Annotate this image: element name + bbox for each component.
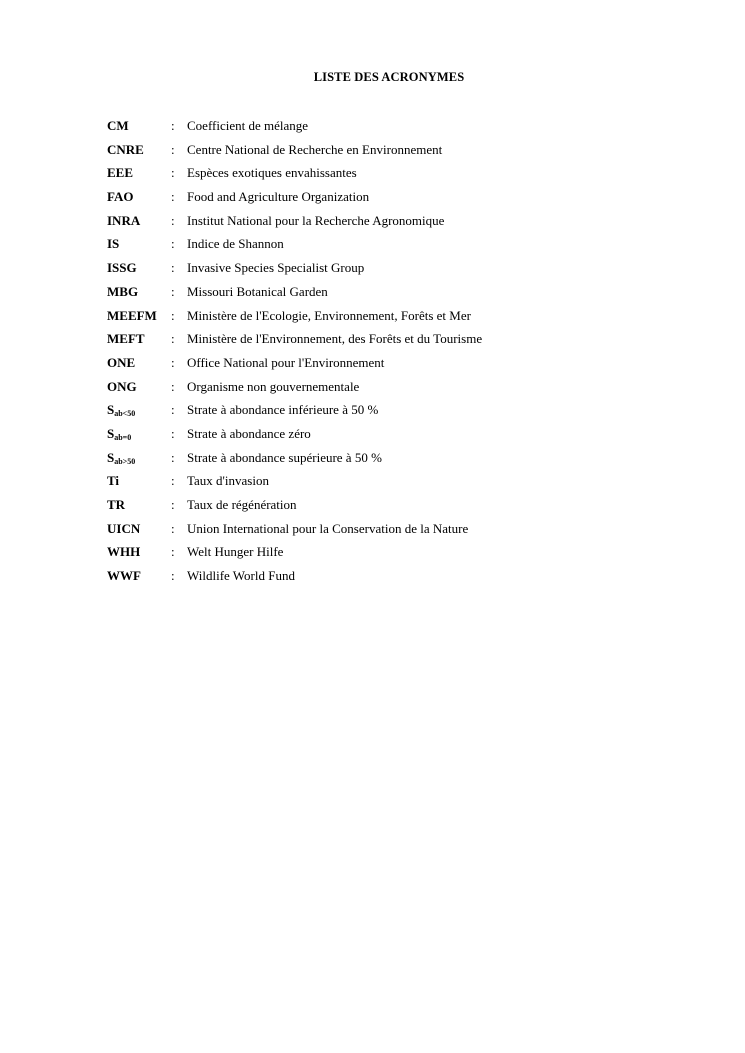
acronym-abbreviation	[107, 496, 125, 514]
acronym-row	[107, 401, 667, 425]
acronym-definition: Ministère de l'Ecologie, Environnement, Forêts et Mer	[187, 307, 471, 323]
page-title: LISTE DES ACRONYMES	[313, 70, 465, 84]
acronym-abbreviation	[107, 235, 119, 253]
acronym-separator: :	[171, 283, 175, 299]
acronym-abbreviation-main: MBG	[107, 283, 139, 299]
acronym-abbreviation-main: S	[107, 425, 115, 441]
acronym-row	[107, 141, 667, 165]
acronym-abbreviation-main: UICN	[107, 520, 141, 536]
acronym-definition: Centre National de Recherche en Environnement	[187, 141, 443, 157]
acronym-definition: Coefficient de mélange	[187, 118, 309, 133]
acronym-definition: Strate à abondance supérieure à 50 %	[187, 449, 382, 465]
acronym-definition: Ministère de l'Environnement, des Forêts et du Tourisme	[187, 331, 483, 347]
acronym-abbreviation-main: TR	[107, 497, 126, 512]
acronym-abbreviation-main: EEE	[107, 165, 134, 181]
acronym-row	[107, 212, 667, 236]
acronym-row	[107, 283, 667, 307]
acronym-abbreviation-subscript: ab=0	[114, 432, 132, 442]
acronym-separator: :	[171, 544, 175, 560]
acronym-definition: Missouri Botanical Garden	[187, 283, 328, 299]
acronym-separator: :	[171, 378, 175, 394]
acronym-abbreviation	[107, 567, 141, 585]
acronym-separator: :	[171, 141, 175, 157]
acronym-separator: :	[171, 497, 175, 512]
acronym-row	[107, 567, 667, 591]
acronym-definition: Union International pour la Conservation de la Nature	[187, 520, 469, 536]
acronym-separator: :	[171, 449, 175, 465]
acronym-abbreviation-subscript: ab>50	[114, 456, 136, 466]
acronym-abbreviation	[107, 259, 137, 277]
acronym-row	[107, 235, 667, 259]
acronym-definition: Institut National pour la Recherche Agronomique	[187, 212, 445, 228]
acronym-abbreviation-main: INRA	[107, 212, 141, 228]
acronym-definition: Indice de Shannon	[187, 236, 284, 252]
acronym-abbreviation	[107, 401, 135, 419]
acronym-separator: :	[171, 425, 175, 441]
acronym-abbreviation-main: Ti	[107, 473, 120, 489]
acronym-separator: :	[171, 520, 175, 536]
acronym-abbreviation-main: CNRE	[107, 141, 144, 157]
acronym-row	[107, 330, 667, 354]
acronym-abbreviation-main: IS	[107, 236, 120, 252]
acronym-abbreviation	[107, 188, 133, 206]
acronym-definition: Food and Agriculture Organization	[187, 189, 370, 205]
acronym-abbreviation	[107, 472, 119, 490]
acronym-row	[107, 472, 667, 496]
acronym-abbreviation	[107, 141, 144, 159]
acronym-abbreviation	[107, 378, 137, 396]
acronym-row	[107, 188, 667, 212]
acronym-abbreviation-main: ONG	[107, 378, 137, 394]
acronym-abbreviation-subscript: ab<50	[114, 409, 136, 419]
acronym-row	[107, 449, 667, 473]
acronym-abbreviation	[107, 425, 131, 443]
acronym-separator: :	[171, 189, 175, 205]
acronym-row	[107, 164, 667, 188]
acronym-abbreviation	[107, 449, 135, 467]
acronym-abbreviation-main: ISSG	[107, 260, 137, 276]
acronym-separator: :	[171, 307, 175, 323]
acronym-abbreviation	[107, 307, 157, 325]
acronym-abbreviation-main: S	[107, 402, 115, 418]
acronym-abbreviation-main: FAO	[107, 189, 134, 205]
acronym-abbreviation-main: CM	[107, 118, 129, 133]
acronym-separator: :	[171, 331, 175, 347]
acronym-abbreviation	[107, 520, 140, 538]
acronym-list	[107, 117, 667, 591]
acronym-abbreviation-main: ONE	[107, 354, 136, 370]
acronym-separator: :	[171, 473, 175, 489]
acronym-definition: Strate à abondance zéro	[187, 425, 311, 441]
acronym-abbreviation	[107, 354, 135, 372]
acronym-definition: Wildlife World Fund	[187, 568, 295, 584]
acronym-definition: Welt Hunger Hilfe	[187, 544, 284, 560]
acronym-abbreviation	[107, 543, 140, 561]
acronym-separator: :	[171, 165, 175, 181]
acronym-definition: Espèces exotiques envahissantes	[187, 165, 357, 181]
acronym-row	[107, 496, 667, 520]
acronym-abbreviation-main: S	[107, 449, 115, 465]
acronym-abbreviation	[107, 212, 140, 230]
acronym-separator: :	[171, 402, 175, 418]
acronym-separator: :	[171, 212, 175, 228]
acronym-abbreviation-main: WHH	[107, 544, 141, 560]
acronym-row	[107, 307, 667, 331]
acronym-separator: :	[171, 260, 175, 276]
acronym-row	[107, 354, 667, 378]
acronym-abbreviation	[107, 117, 129, 135]
acronym-row	[107, 259, 667, 283]
acronym-abbreviation	[107, 330, 145, 348]
acronym-abbreviation-main: WWF	[107, 568, 141, 584]
acronym-abbreviation	[107, 164, 133, 182]
acronym-separator: :	[171, 118, 175, 133]
acronym-row	[107, 117, 667, 141]
acronym-separator: :	[171, 568, 175, 584]
acronym-definition: Taux de régénération	[187, 497, 297, 512]
acronym-definition: Strate à abondance inférieure à 50 %	[187, 402, 379, 418]
acronym-abbreviation-main: MEFT	[107, 331, 145, 347]
acronym-definition: Office National pour l'Environnement	[187, 354, 385, 370]
acronym-abbreviation-main: MEEFM	[107, 307, 157, 323]
acronym-row	[107, 520, 667, 544]
acronym-row	[107, 378, 667, 402]
acronym-separator: :	[171, 354, 175, 370]
acronym-abbreviation	[107, 283, 138, 301]
acronym-definition: Organisme non gouvernementale	[187, 378, 360, 394]
acronym-separator: :	[171, 236, 175, 252]
acronym-definition: Invasive Species Specialist Group	[187, 260, 365, 276]
acronym-definition: Taux d'invasion	[187, 473, 269, 489]
acronym-row	[107, 425, 667, 449]
acronym-row	[107, 543, 667, 567]
